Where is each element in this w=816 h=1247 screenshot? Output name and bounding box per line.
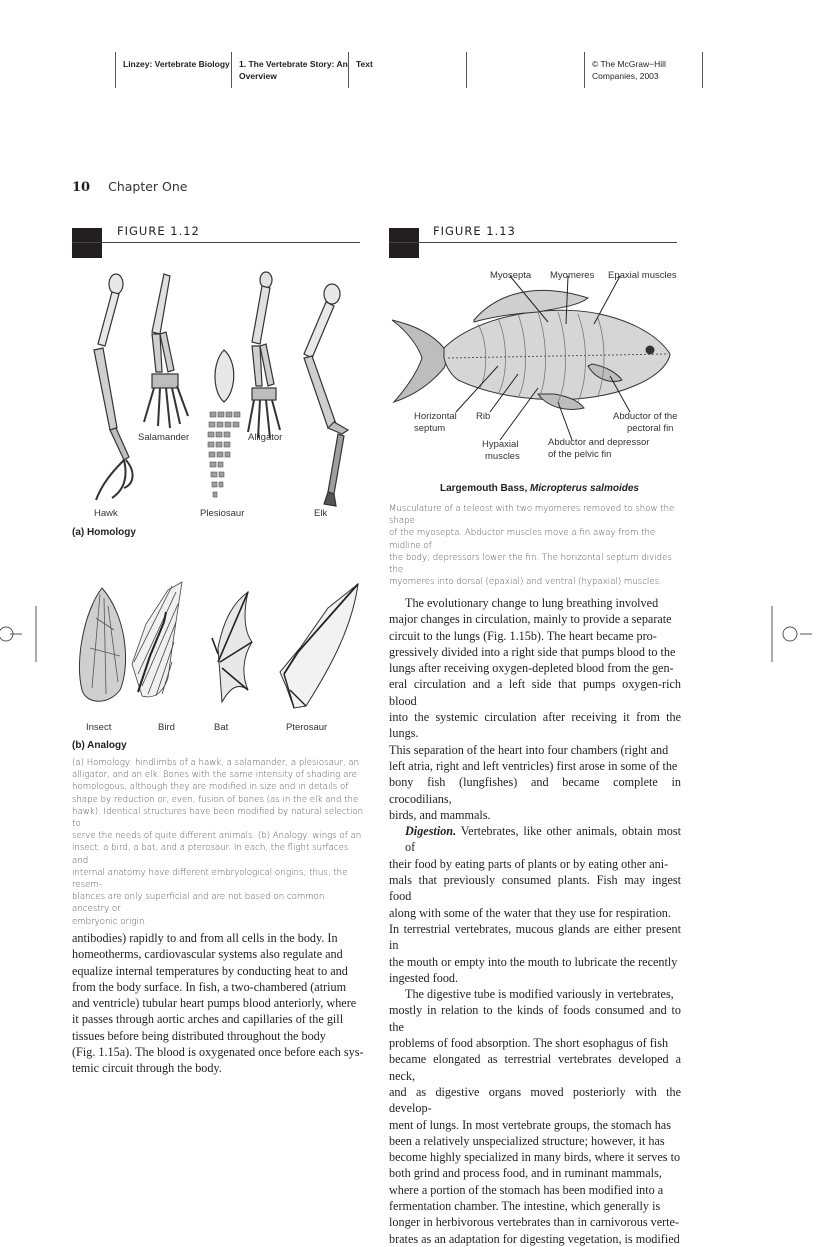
figure12-label: FIGURE 1.12 <box>117 224 200 238</box>
label-horizontal-1: Horizontal <box>414 411 457 422</box>
label-abductor-pectoral-1: Abductor of the <box>613 411 678 422</box>
figure13-marker <box>389 228 419 258</box>
homology-illustration <box>72 262 362 517</box>
label-alligator: Alligator <box>248 432 283 443</box>
bat-wing <box>212 592 252 702</box>
label-abductor-pectoral-2: pectoral fin <box>627 423 674 434</box>
header-copyright: © The McGraw−Hill Companies, 2003 <box>584 52 703 88</box>
label-elk: Elk <box>314 508 328 517</box>
right-column-text: The evolutionary change to lung breathing involved major changes in circulation, mainly to provide a separate circuit to the lungs (Fig. 1.15b). The heart became pro- gressively divided into a right side that pumps blood to the lungs after receiving oxygen-depleted blood from the gen- eral circulation and a left side that pumps oxygen-rich blood into the systemic circulation after receiving it from the lungs. This separation of the heart into four chambers (right and left atria, right and left ventricles) first arose in some of the bony fish (lungfishes) and became complete in crocodilians, birds, and mammals. Digestion. Vertebrates, like other animals, obtain most of their food by eating parts of plants or by eating other ani- mals that previously consumed plants. Fish may ingest food along with some of the water that they use for respiration. In terrestrial vertebrates, mucous glands are either present in the mouth or empty into the mouth to lubricate the recently ingested food. The digestive tube is modified variously in vertebrates, mostly in relation to the kinds of foods consumed and to the problems of food absorption. The short esophagus of fish became elongated as terrestrial vertebrates developed a neck, and as digestive organs moved posteriorly with the develop- ment of lungs. In most vertebrate groups, the stomach has been a relatively unspecialized structure; however, it has become highly specialized in many birds, where it serves to both grind and process food, and in ruminant mammals, where a portion of the stomach has been modified into a fermentation chamber. The intestine, which generally is longer in herbivorous vertebrates than in carnivorous verte- brates as an adaptation for digesting vegetation, is modified <box>389 596 681 1246</box>
figure12-marker <box>72 228 102 258</box>
fish-title: Largemouth Bass, Micropterus salmoides <box>440 483 639 494</box>
running-header <box>115 52 703 88</box>
label-plesiosaur: Plesiosaur <box>200 508 245 517</box>
label-hawk: Hawk <box>94 508 118 517</box>
label-rib: Rib <box>476 411 491 422</box>
digestion-heading: Digestion. <box>405 824 457 839</box>
label-epaxial: Epaxial muscles <box>608 270 677 281</box>
analogy-title: (b) Analogy <box>72 740 127 751</box>
digestion-paragraph-start: Digestion. Vertebrates, like other animals, obtain most of <box>405 824 681 855</box>
label-myomeres: Myomeres <box>550 270 595 281</box>
label-abductor-pelvic-1: Abductor and depressor <box>548 437 650 448</box>
bird-wing <box>132 582 182 697</box>
figure13-rule <box>389 242 677 243</box>
label-horizontal-2: septum <box>414 423 446 434</box>
figure13-caption: Musculature of a teleost with two myomeres removed to show the shape of the myosepta. Abductor muscles move a fin away from the midline of the body; depressors lower the fin. The horizontal septum divides the myomeres into dorsal (epaxial) and ventral (hypaxial) muscles. <box>389 504 675 588</box>
label-pterosaur: Pterosaur <box>286 722 328 733</box>
figure12-caption: (a) Homology: hindlimbs of a hawk, a salamander, a plesiosaur, an alligator, and an elk. Bones with the same intensity of shading are homologous, although they are modified in size and in details of shape by reduction or, even, fusion of bones (as in the elk and the hawk). Identical structures have been modified by natural selection to serve the needs of quite different animals. (b) Analogy: wings of an insect, a bird, a bat, and a pterosaur. In each, the flight surfaces and internal anatomy have different embryological origins; thus, the resem- blances are only superficial and are not based on common ancestry or embryonic origin. <box>72 758 364 927</box>
figure13-label: FIGURE 1.13 <box>433 224 516 238</box>
label-bird: Bird <box>158 722 175 733</box>
label-abductor-pelvic-2: of the pelvic fin <box>548 449 612 460</box>
label-myosepta: Myosepta <box>490 270 532 281</box>
pterosaur-wing <box>280 584 358 708</box>
header-section: Text <box>348 52 466 88</box>
figure12-rule <box>72 242 360 243</box>
crop-mark-right <box>768 600 816 670</box>
fish-illustration <box>388 262 688 498</box>
label-hypaxial-1: Hypaxial <box>482 439 519 450</box>
label-hypaxial-2: muscles <box>485 451 520 462</box>
label-bat: Bat <box>214 722 229 733</box>
chapter-name: Chapter One <box>108 179 188 194</box>
crop-mark-left <box>0 600 40 670</box>
page-heading <box>72 179 188 195</box>
header-blank <box>466 52 584 88</box>
header-chapter: 1. The Vertebrate Story: An Overview <box>231 52 348 88</box>
homology-title: (a) Homology <box>72 527 136 538</box>
label-insect: Insect <box>86 722 112 733</box>
insect-wing <box>79 588 125 701</box>
left-column-text: antibodies) rapidly to and from all cells in the body. In homeotherms, cardiovascular systems also regulate and equalize internal temperatures by conducting heat to and from the body surface. In fish, a two-chambered (atrium and ventricle) tubular heart pumps blood anteriorly, where it passes through aortic arches and capillaries of the gill tissues before being distributed throughout the body (Fig. 1.15a). The blood is oxygenated once before each sys- temic circuit through the body. <box>72 931 364 1076</box>
page-number: 10 <box>72 180 91 195</box>
fish-body <box>392 290 670 409</box>
label-salamander: Salamander <box>138 432 190 443</box>
analogy-illustration <box>72 578 362 736</box>
header-book: Linzey: Vertebrate Biology <box>115 52 231 88</box>
